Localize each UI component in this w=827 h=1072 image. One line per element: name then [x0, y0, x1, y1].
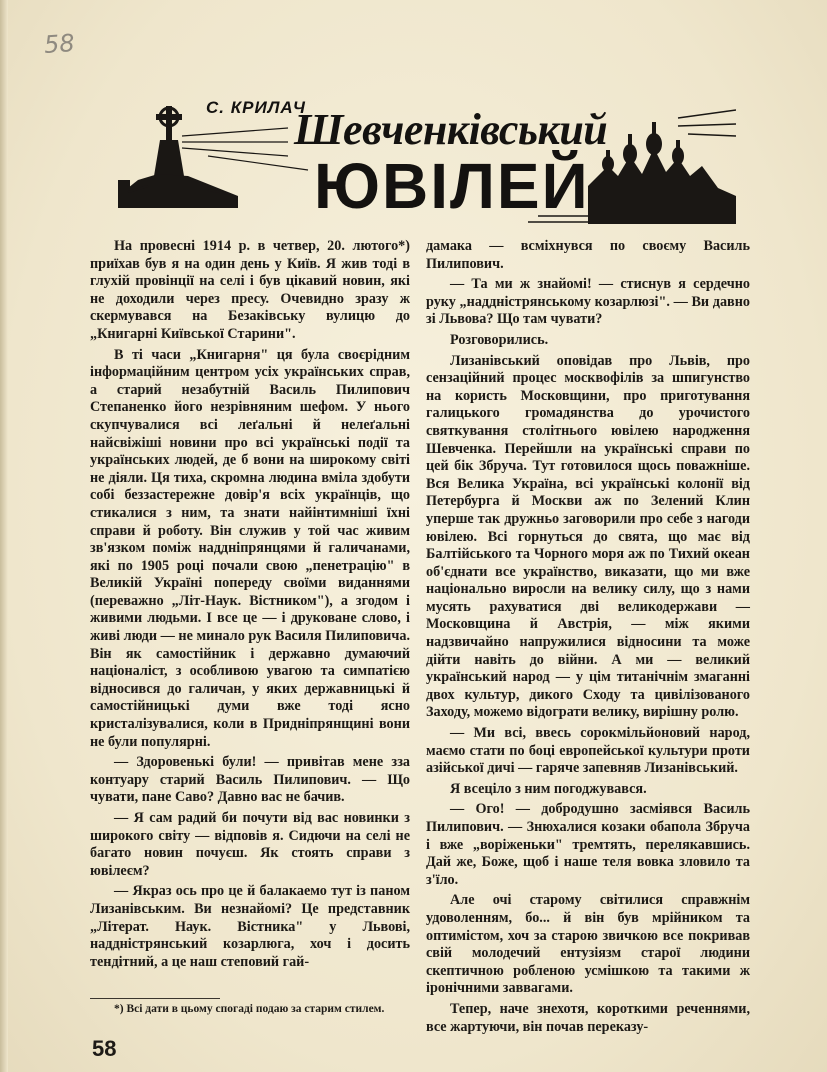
- footnote: *) Всі дати в цьому спогаді подаю за старим стилем.: [114, 1003, 385, 1015]
- article-header: [118, 96, 736, 226]
- paragraph: дамака — всміхнувся по своєму Василь Пилипович.: [426, 238, 750, 272]
- article-author: С. КРИЛАЧ: [206, 98, 306, 117]
- pencil-page-note: 58: [43, 28, 76, 60]
- paragraph: — Я сам радий би почути від вас новинки з широкого світу — відповів я. Сидючи на селі не багато новин почуєш. Як стоять справи з ювілеєм?: [90, 810, 410, 879]
- paragraph: В ті часи „Книгарня" ця була своєрідним інформаційним центром усіх українських справ, а старий незабутній Василь Пилипович Степаненко його незрівняним шефом. У нього скупчувалися всі леґальні й нелеґальні найсвіжіші новини про всі українські події та українських людей, де б вони на широкому світі не діяли. Ця тиха, скромна людина вміла здобути собі беззастережне довір'я всіх українців, що стикалися з ним, та знати найінтимніші їхні справи й роботу. Він служив у той час живим зв'язком поміж наддніпрянцями й галичанами, які по 1905 році почали свою „пенетрацію" в Великій Україні попереду своїми виданнями (переважно „Літ-Наук. Вістником"), а згодом і живими людьми. І все це — і друковане слово, і живі люди — не минало рук Василя Пилиповича. Він як самостійник і державно думаючий націоналіст, з особливою увагою та симпатією відносився до галичан, у яких державницькі й самостійницькі думи вже тоді ясно кристалізувалися, коли в Придніпрянщині вони не були популярні.: [90, 346, 410, 750]
- paragraph: — Здоровенькі були! — привітав мене зза контуару старий Василь Пилипович. — Що чувати, пане Саво? Давно вас не бачив.: [90, 754, 410, 806]
- paragraph: — Ого! — добродушно засміявся Василь Пилипович. — Знюхалися козаки обапола Збруча і вже „воріженьки" тремтять, перелякавшись. Дай же, Боже, щоб і наше теля вовка зловило та з'їло.: [426, 801, 750, 888]
- page-number: 58: [92, 1036, 117, 1061]
- paragraph: Розговорились.: [450, 331, 549, 348]
- footnote-divider: [90, 998, 220, 999]
- left-text-column: [90, 238, 410, 974]
- paragraph: На провесні 1914 р. в четвер, 20. лютого*) приїхав був я на один день у Київ. Я жив тоді в глухій провінції на селі і був цікавий новин, які не доходили через пресу. Очевидно зразу ж скермувався на Безаківську вулицю до „Книгарні Київської Старини".: [90, 238, 410, 342]
- paragraph: — Ми всі, ввесь сорокмільйоновий народ, маємо стати по боці европейської культури проти азійської дичі — гаряче запевняв Лизанівський.: [426, 725, 750, 777]
- right-text-column: [426, 238, 750, 1039]
- article-title-line2: ЮВІЛЕЙ: [314, 150, 590, 222]
- paragraph: Я всеціло з ним погоджувався.: [450, 780, 647, 797]
- paragraph: Але очі старому світилися справжнім удоволенням, бо... й він був мрійником та оптимістом, хоч за старою звичкою все покривав свій молодечий ентузіязм старої людини скептичною робленою усмішкою та такими ж іронічними заввагами.: [426, 892, 750, 997]
- paragraph: — Якраз ось про це й балакаемо тут із паном Лизанівським. Ви незнайомі? Це представник „Літерат. Наук. Вістника" у Львові, наддністрянський козарлюга, хоч і досить тендітний, а це наш степовий гай-: [90, 883, 410, 970]
- article-title-line1: Шевченківський: [294, 105, 608, 154]
- paragraph: — Та ми ж знайомі! — стиснув я сердечно руку „наддністрянському козарлюзі". — Ви давно зі Львова? Що там чувати?: [426, 276, 750, 328]
- page-edge-shadow: [0, 0, 8, 1072]
- paragraph: Тепер, наче знехотя, короткими реченнями, все жартуючи, він почав переказу-: [426, 1000, 750, 1035]
- paragraph: Лизанівський оповідав про Львів, про сензаційний процес москвофілів за шпигунство на користь Московщини, про приготування галицького громадянства до урочистого святкування столітнього ювілею народження Шевченка. Перейшли на українські справи по цей бік Збруча. Тут готовилося щось поважніше. Вся Велика Україна, всі українські колонії від Петербурга й Москви аж по Зелений Клин уперше так дружньо заговорили про себе з нагоди ювілею. Всі горнуться до свята, що має від Балтійського та Чорного моря аж по Тихий океан об'єднати все українство, виказати, що ми вже національно виросли на велику силу, що з нами мусять рахуватися дві великодержави — Московщина й Австрія, — між якими надзвичайно напружилися відносини та може дійти навіть до війни. А ми — великий український народ — у цім титанічнім змаганні двох культур, дикого Сходу та цивілізованого Заходу, можемо відограти велику, вирішну ролю.: [426, 352, 750, 721]
